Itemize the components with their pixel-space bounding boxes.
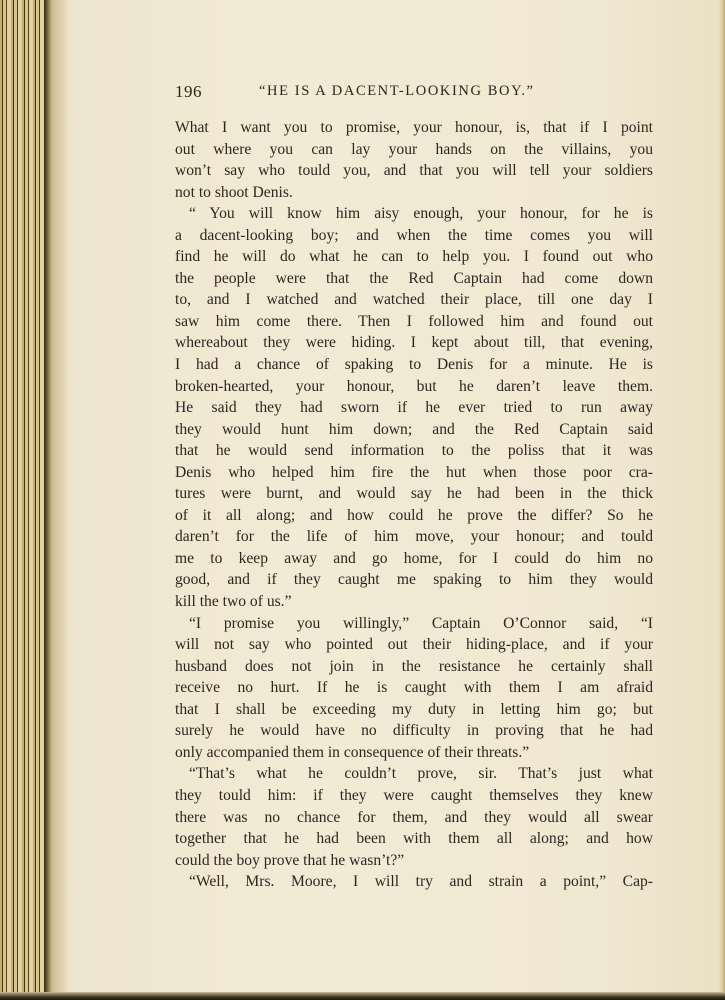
text-line: they would hunt him down; and the Red Captain said — [175, 420, 653, 438]
text-line: Denis who helped him fire the hut when those poor cra- — [175, 463, 653, 481]
page-header — [175, 82, 655, 106]
text-line: What I want you to promise, your honour, is, that if I point — [175, 119, 653, 136]
text-line: won’t say who tould you, and that you will tell your soldiers — [175, 162, 653, 180]
text-line: they tould him: if they were caught themselves they knew — [175, 786, 653, 804]
text-line: “I promise you willingly,” Captain O’Connor said, “I — [189, 614, 653, 632]
text-line: will not say who pointed out their hiding-place, and if your — [175, 636, 653, 654]
text-line: kill the two of us.” — [175, 593, 292, 611]
text-line: good, and if they caught me spaking to him they would — [175, 571, 653, 589]
text-line: receive no hurt. If he is caught with them I am afraid — [175, 679, 653, 697]
text-line: broken-hearted, your honour, but he daren’t leave them. — [175, 377, 653, 395]
text-line: “That’s what he couldn’t prove, sir. That’s just what — [189, 765, 653, 783]
text-line: could the boy prove that he wasn’t?” — [175, 851, 405, 869]
text-line: “ You will know him aisy enough, your honour, for he is — [189, 205, 653, 223]
text-line: together that he had been with them all along; and how — [175, 830, 653, 848]
text-line: saw him come there. Then I followed him and found out — [175, 312, 653, 330]
text-line: the people were that the Red Captain had come down — [175, 269, 653, 287]
body-text — [175, 117, 653, 893]
text-line: to, and I watched and watched their place, till one day I — [175, 291, 653, 309]
text-line: that he would send information to the poliss that it was — [175, 442, 653, 460]
text-line: a dacent-looking boy; and when the time comes you will — [175, 226, 653, 244]
text-line: that I shall be exceeding my duty in letting him go; but — [175, 700, 653, 718]
gutter-shadow — [44, 0, 68, 1000]
text-line: daren’t for the life of him move, your honour; and tould — [175, 528, 653, 546]
text-line: “Well, Mrs. Moore, I will try and strain a point,” Cap- — [189, 873, 653, 891]
text-line: husband does not join in the resistance he certainly shall — [175, 657, 653, 675]
text-line: not to shoot Denis. — [175, 183, 293, 201]
page-bottom-edge — [0, 992, 725, 1000]
text-line: find he will do what he can to help you. I found out who — [175, 248, 653, 266]
page-number: 196 — [175, 82, 202, 101]
text-line: there was no chance for them, and they would all swear — [175, 808, 653, 826]
running-head: “HE IS A DACENT-LOOKING BOY.” — [259, 83, 535, 99]
text-line: surely he would have no difficulty in proving that he had — [175, 722, 653, 740]
text-line: whereabout they were hiding. I kept about till, that evening, — [175, 334, 653, 352]
text-line: tures were burnt, and would say he had been in the thick — [175, 485, 653, 503]
text-line: me to keep away and go home, for I could do him no — [175, 549, 653, 567]
text-line: I had a chance of spaking to Denis for a minute. He is — [175, 356, 653, 374]
page-right-edge — [719, 0, 725, 1000]
text-line: of it all along; and how could he prove the differ? So he — [175, 506, 653, 524]
text-line: He said they had sworn if he ever tried to run away — [175, 399, 653, 417]
text-line: only accompanied them in consequence of their threats.” — [175, 743, 530, 761]
text-line: out where you can lay your hands on the villains, you — [175, 140, 653, 158]
